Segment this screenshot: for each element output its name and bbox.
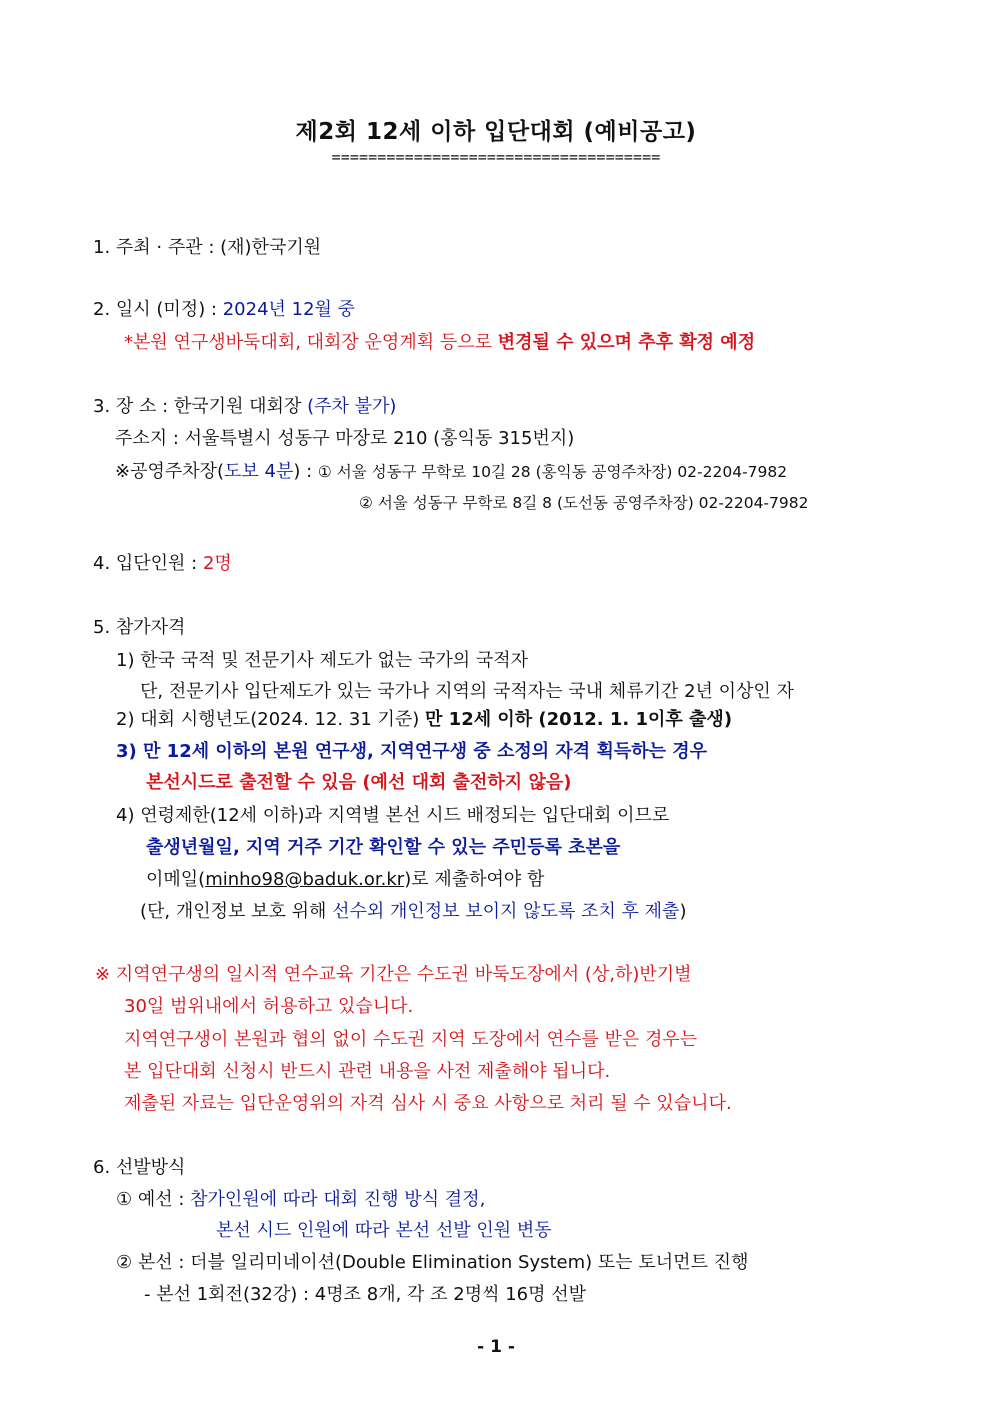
notice-line-2: 30일 범위내에서 허용하고 있습니다. xyxy=(124,996,414,1017)
main-round: ② 본선 : 더블 일리미네이션(Double Elimination System) 또는 토너먼트 진행 xyxy=(116,1252,749,1273)
parking-unavailable: (주차 불가) xyxy=(307,396,397,417)
main-round-detail: - 본선 1회전(32강) : 4명조 8개, 각 조 2명씩 16명 선발 xyxy=(144,1284,586,1305)
eligibility-2-a: 2) 대회 시행년도(2024. 12. 31 기준) xyxy=(116,709,426,730)
section-5-heading: 5. 참가자격 xyxy=(93,617,186,638)
title-rule: ==================================== xyxy=(331,148,661,166)
venue-address: 주소지 : 서울특별시 성동구 마장로 210 (홍익동 315번지) xyxy=(115,428,575,449)
quota-label: 4. 입단인원 : xyxy=(93,553,203,574)
eligibility-4: 4) 연령제한(12세 이하)과 지역별 본선 시드 배정되는 입단대회 이므로 xyxy=(116,805,670,826)
eligibility-2-b: 만 12세 이하 (2012. 1. 1이후 출생) xyxy=(425,709,733,730)
prelim-label: ① 예선 : xyxy=(116,1189,191,1210)
privacy-prefix: (단, 개인정보 보호 위해 xyxy=(140,901,333,922)
eligibility-2 xyxy=(116,709,732,731)
section-3-venue xyxy=(93,396,396,418)
date-note xyxy=(124,332,755,354)
notice-line-3: 지역연구생이 본원과 협의 없이 수도권 지역 도장에서 연수를 받은 경우는 xyxy=(124,1029,698,1050)
eligibility-4-privacy xyxy=(140,901,686,923)
prelim-round xyxy=(116,1189,485,1211)
date-label: 2. 일시 (미정) : xyxy=(93,299,223,320)
prelim-text-b: 본선 시드 인원에 따라 본선 선발 인원 변동 xyxy=(216,1220,552,1241)
parking-lot-2: ② 서울 성동구 무학로 8길 8 (도선동 공영주차장) 02-2204-7982 xyxy=(359,494,809,512)
eligibility-3-note: 본선시드로 출전할 수 있음 (예선 대회 출전하지 않음) xyxy=(146,772,572,793)
privacy-suffix: ) xyxy=(679,901,687,922)
section-6-heading: 6. 선발방식 xyxy=(93,1157,186,1178)
eligibility-1: 1) 한국 국적 및 전문기사 제도가 없는 국가의 국적자 xyxy=(116,650,529,671)
parking-prefix: ※공영주차장( xyxy=(115,461,225,482)
notice-line-1: ※ 지역연구생의 일시적 연수교육 기간은 수도권 바둑도장에서 (상,하)반기별 xyxy=(95,964,692,985)
parking-lot-1 xyxy=(115,461,787,483)
page-number: - 1 - xyxy=(477,1337,515,1357)
date-note-b: 변경될 수 있으며 추후 확정 예정 xyxy=(497,332,756,353)
walk-time: 도보 4분 xyxy=(224,461,294,482)
section-4-quota xyxy=(93,553,232,575)
section-1-organizer: 1. 주최 · 주관 : (재)한국기원 xyxy=(93,237,322,258)
quota-count: 2명 xyxy=(202,553,232,574)
notice-line-5: 제출된 자료는 입단운영위의 자격 심사 시 중요 사항으로 처리 될 수 있습니다. xyxy=(124,1093,732,1114)
eligibility-1-note: 단, 전문기사 입단제도가 있는 국가나 지역의 국적자는 국내 체류기간 2년 이상인 자 xyxy=(140,681,794,702)
date-note-a: *본원 연구생바둑대회, 대회장 운영계획 등으로 xyxy=(124,332,498,353)
privacy-instruction: 선수외 개인정보 보이지 않도록 조치 후 제출 xyxy=(332,901,680,922)
prelim-text-a: 참가인원에 따라 대회 진행 방식 결정, xyxy=(190,1189,486,1210)
parking-suffix: ) : xyxy=(293,461,318,482)
eligibility-4-docs: 출생년월일, 지역 거주 기간 확인할 수 있는 주민등록 초본을 xyxy=(146,837,621,858)
eligibility-4-email xyxy=(146,869,544,891)
date-value: 2024년 12월 중 xyxy=(222,299,356,320)
email-prefix: 이메일( xyxy=(146,869,206,890)
email-link[interactable]: minho98@baduk.or.kr xyxy=(205,869,405,890)
lot-1-text: ① 서울 성동구 무학로 10길 28 (홍익동 공영주차장) 02-2204-7982 xyxy=(317,463,788,481)
email-suffix: )로 제출하여야 함 xyxy=(404,869,545,890)
section-2-date xyxy=(93,299,355,321)
notice-line-4: 본 입단대회 신청시 반드시 관련 내용을 사전 제출해야 됩니다. xyxy=(124,1061,611,1082)
venue-label: 3. 장 소 : 한국기원 대회장 xyxy=(93,396,308,417)
page-title: 제2회 12세 이하 입단대회 (예비공고) xyxy=(295,119,697,145)
eligibility-3: 3) 만 12세 이하의 본원 연구생, 지역연구생 중 소정의 자격 획득하는 경우 xyxy=(116,741,708,762)
